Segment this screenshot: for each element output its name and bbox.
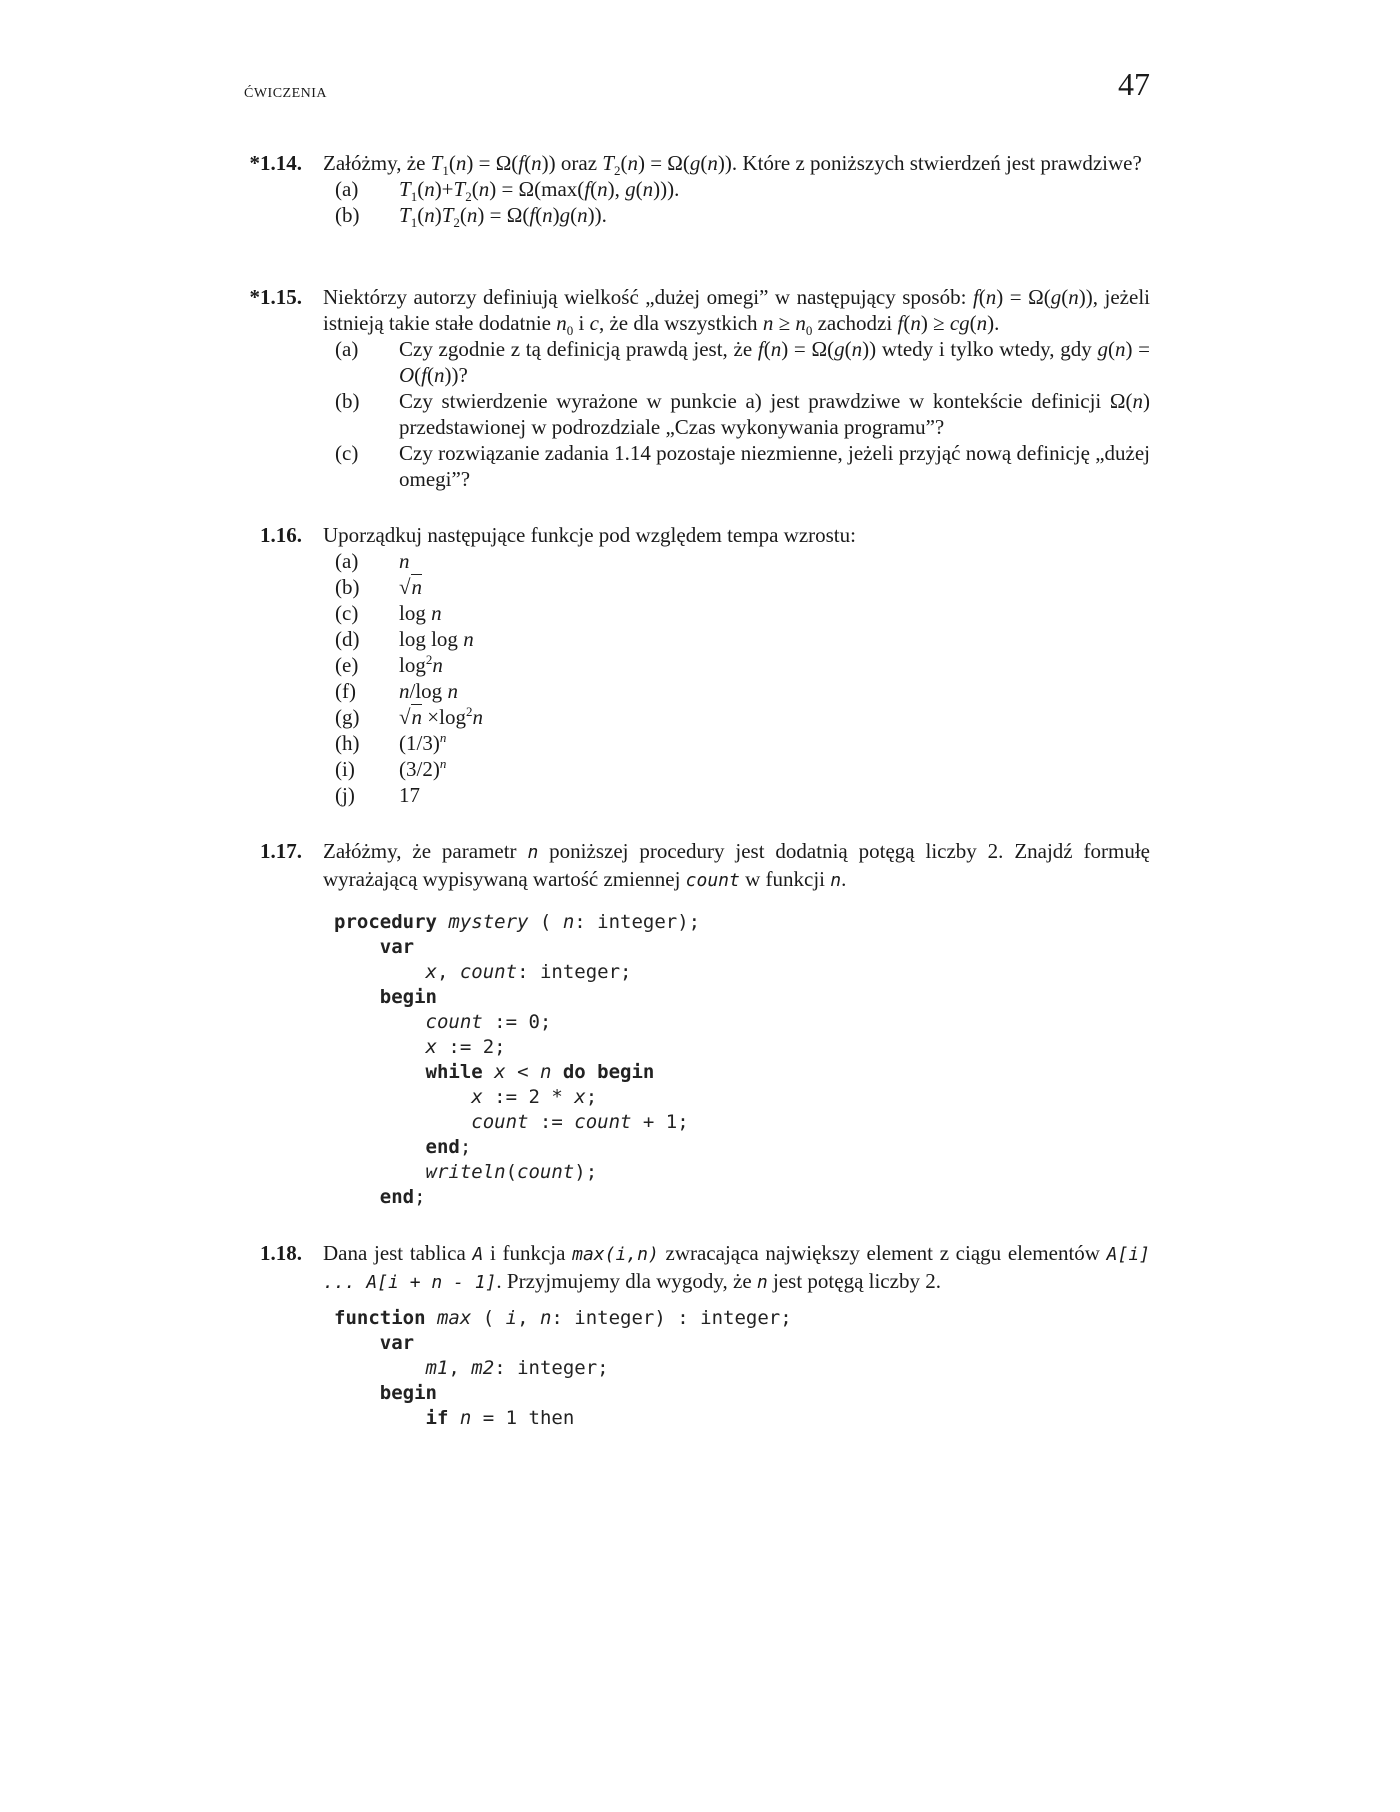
page-number: 47 [1118, 66, 1150, 102]
exercise-intro: Załóżmy, że $T_1(n) = \Omega(f(n))$ oraz $T_2(n) = \Omega(g(n))$. Które z poniższych stwierdzeń jest prawdziwe? [323, 151, 1142, 179]
exercise-body [323, 522, 1150, 808]
exercise-number: *1.15. [249, 285, 302, 309]
function-b: (b) √n [335, 575, 423, 599]
exercise-number: 1.16. [260, 523, 302, 547]
subpoint-a: (a) Czy zgodnie z tą definicją prawdą jest, że f(n) = Ω(g(n)) wtedy i tylko wtedy, gdy g(n) = O(f(n))? [335, 337, 1151, 387]
exercise-number: 1.17. [260, 839, 302, 863]
exercise-intro: Uporządkuj następujące funkcje pod względem tempa wzrostu: [323, 523, 856, 547]
exercise-number: 1.18. [260, 1241, 302, 1265]
code-function-max: function max ( i, n: integer) : integer; var m1, m2: integer; begin if n = 1 then [334, 1307, 792, 1429]
function-f: (f) n/log n [335, 679, 458, 703]
function-c: (c) log n [335, 601, 442, 625]
exercise-body [323, 150, 1150, 231]
exercise-body [323, 284, 1150, 492]
subpoint-a: (a) $T_1(n)+T_2(n) = \Omega(\max(f(n)$, g(n))). [335, 177, 680, 205]
exercise-intro: Załóżmy, że parametr n poniższej procedury jest dodatnią potęgą liczby 2. Znajdź formułę wyrażającą wypisywaną wartość zmiennej count w funkcji n. [323, 839, 1150, 891]
function-g: (g) $√n \times\log^2n$ [335, 704, 483, 729]
function-i: (i) $(3/2)^n$ [335, 756, 447, 781]
subpoint-c: (c) Czy rozwiązanie zadania 1.14 pozostaje niezmienne, jeżeli przyjąć nową definicję „dużej omegi”? [335, 441, 1150, 491]
subpoint-b: (b) $T_1(n)T_2(n) = \Omega(f(n)g(n))$. [335, 203, 607, 231]
running-head: ĆWICZENIA [244, 86, 328, 101]
exercise-intro: Niektórzy autorzy definiują wielkość „dużej omegi” w następujący sposób: f(n) = Ω(g(n)), jeżeli istnieją takie stałe dodatnie $n_0$ i c, że dla wszystkich $n \ge n_0$ zachodzi f(n) ≥ cg(n). [323, 285, 1150, 339]
function-j: (j) 17 [335, 783, 420, 807]
function-d: (d) log log n [335, 627, 474, 651]
exercise-body [323, 838, 1150, 894]
function-e: (e) $\log^2n$ [335, 652, 443, 677]
function-a: (a) n [335, 549, 410, 573]
subpoint-b: (b) Czy stwierdzenie wyrażone w punkcie a) jest prawdziwe w kontekście definicji Ω(n) przedstawionej w podrozdziale „Czas wykonywania programu”? [335, 389, 1150, 439]
exercise-number: *1.14. [249, 151, 302, 175]
code-procedure-mystery: procedury mystery ( n: integer); var x, count: integer; begin count := 0; x := 2; while x < n do begin x := 2 * x; count := count + 1; end; writeln(count); end; [334, 911, 701, 1208]
function-h: (h) $(1/3)^n$ [335, 730, 447, 755]
exercise-body [323, 1240, 1150, 1296]
exercise-intro: Dana jest tablica A i funkcja max(i,n) zwracająca największy element z ciągu elementów A[i] ... A[i + n - 1]. Przyjmujemy dla wygody, że n jest potęgą liczby 2. [323, 1241, 1150, 1293]
